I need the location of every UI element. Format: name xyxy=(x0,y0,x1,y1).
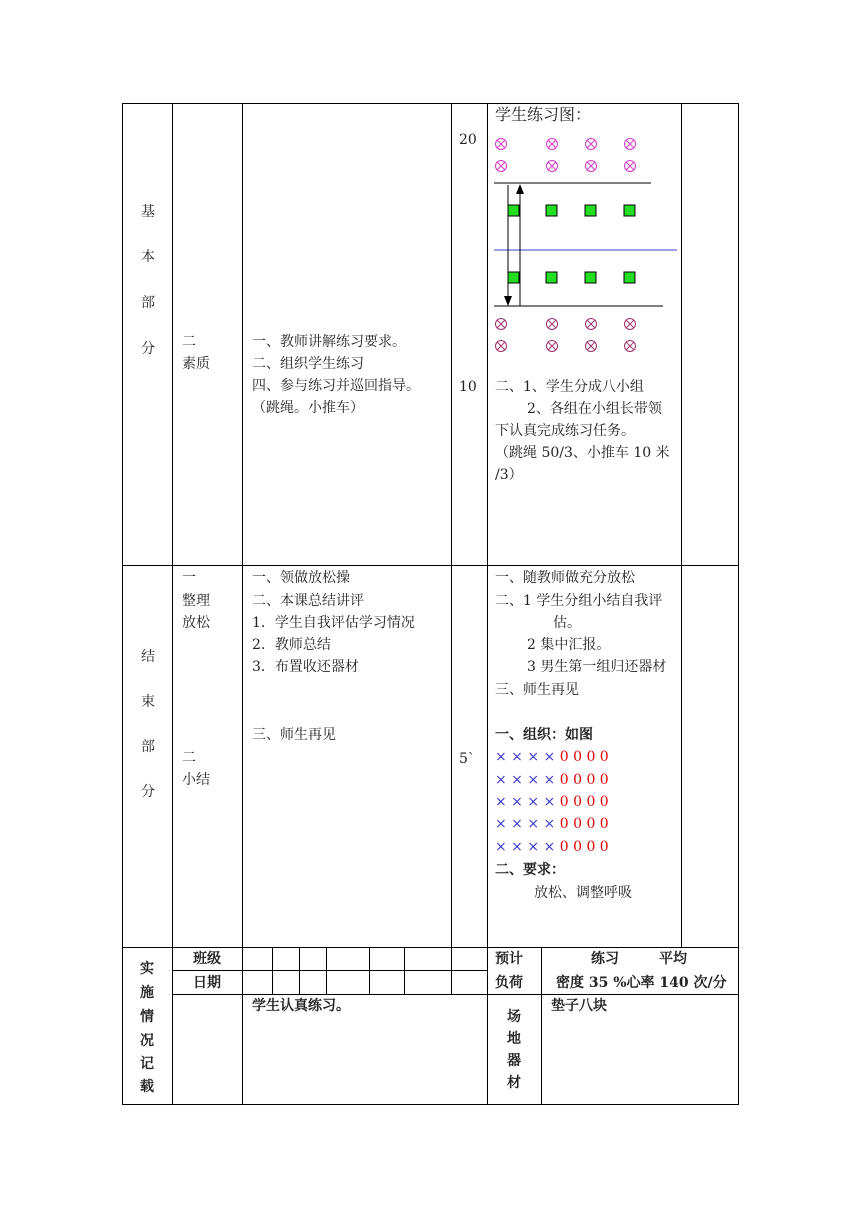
basic-student-line: /3） xyxy=(495,467,523,483)
circle-x-icon xyxy=(586,319,597,330)
ending-section-char: 分 xyxy=(141,784,155,800)
formation-o: 0 0 0 0 xyxy=(559,839,609,855)
ending-student-line: 三、师生再见 xyxy=(495,682,579,698)
ending-item1-line: 放松 xyxy=(182,615,210,631)
square-marker xyxy=(624,272,635,283)
basic-section-char: 基 xyxy=(141,204,155,220)
ending-teacher-line: 2．教师总结 xyxy=(252,637,331,653)
date-label: 日期 xyxy=(193,975,221,991)
square-marker xyxy=(624,205,635,216)
req-title: 二、要求： xyxy=(495,862,565,878)
load-density-heartrate: 密度 35 %心率 140 次/分 xyxy=(556,975,727,991)
formation-row xyxy=(495,813,609,835)
formation-x: × × × × xyxy=(495,749,556,765)
formation-o: 0 0 0 0 xyxy=(559,816,609,832)
formation-row xyxy=(495,791,609,813)
ending-item1-line: 一 xyxy=(182,570,196,586)
venue-label-char: 地 xyxy=(507,1031,521,1047)
ending-student-line: 3 男生第一组归还器材 xyxy=(527,659,667,675)
square-marker xyxy=(508,205,519,216)
circle-x-icon xyxy=(586,161,597,172)
circle-x-icon xyxy=(547,341,558,352)
circle-x-icon xyxy=(625,319,636,330)
basic-teacher-line: 一、教师讲解练习要求。 xyxy=(252,334,406,350)
formation-o: 0 0 0 0 xyxy=(559,794,609,810)
circle-x-icon xyxy=(625,341,636,352)
circle-x-icon xyxy=(625,139,636,150)
formation-row xyxy=(495,769,609,791)
record-text: 学生认真练习。 xyxy=(252,998,350,1014)
formation-o: 0 0 0 0 xyxy=(559,772,609,788)
circle-x-icon xyxy=(496,341,507,352)
diagram-title: 学生练习图： xyxy=(495,105,592,124)
basic-time-top: 20 xyxy=(459,132,477,148)
circle-x-icon xyxy=(496,319,507,330)
ending-teacher-farewell: 三、师生再见 xyxy=(252,727,336,743)
basic-section-char: 部 xyxy=(141,295,155,311)
circle-x-icon xyxy=(625,161,636,172)
impl-label-char: 实 xyxy=(140,961,154,977)
ending-section-char: 束 xyxy=(141,694,155,710)
formation-x: × × × × xyxy=(495,794,556,810)
basic-student-line: 2、各组在小组长带领 xyxy=(527,401,662,417)
ending-time: 5` xyxy=(459,751,475,767)
basic-student-line: （跳绳 50/3、小推车 10 米 xyxy=(495,445,670,461)
formation-x: × × × × xyxy=(495,839,556,855)
basic-item-no: 二 xyxy=(182,334,196,350)
bottom-marker-group xyxy=(496,319,636,352)
circle-x-icon xyxy=(547,319,558,330)
venue-text: 垫子八块 xyxy=(551,998,607,1014)
basic-item-name: 素质 xyxy=(182,356,210,372)
venue-label-char: 器 xyxy=(507,1053,521,1069)
impl-label-char: 施 xyxy=(140,985,154,1001)
circle-x-icon xyxy=(547,139,558,150)
ending-student-line: 2 集中汇报。 xyxy=(527,637,611,653)
basic-section-char: 分 xyxy=(141,341,155,357)
org-title: 一、组织：如图 xyxy=(495,727,593,743)
ending-student-line: 二、1 学生分组小结自我评 xyxy=(495,593,663,609)
circle-x-icon xyxy=(496,139,507,150)
basic-teacher-line: 四、参与练习并巡回指导。 xyxy=(252,378,420,394)
circle-x-icon xyxy=(547,161,558,172)
ending-teacher-line: 3．布置收还器材 xyxy=(252,659,359,675)
load-practice-label: 练习 xyxy=(591,951,619,967)
ending-item2-line: 二 xyxy=(182,750,196,766)
req-text: 放松、调整呼吸 xyxy=(534,885,632,901)
formation-row xyxy=(495,836,609,858)
practice-diagram xyxy=(488,130,681,360)
ending-teacher-line: 一、领做放松操 xyxy=(252,570,350,586)
circle-x-icon xyxy=(586,341,597,352)
square-marker xyxy=(546,272,557,283)
class-label: 班级 xyxy=(193,951,221,967)
square-marker xyxy=(508,272,519,283)
ending-item1-line: 整理 xyxy=(182,593,210,609)
impl-label-char: 载 xyxy=(140,1079,154,1095)
formation-o: 0 0 0 0 xyxy=(559,749,609,765)
basic-teacher-line: 二、组织学生练习 xyxy=(252,356,364,372)
formation-x: × × × × xyxy=(495,772,556,788)
ending-teacher-line: 二、本课总结讲评 xyxy=(252,593,364,609)
formation-x: × × × × xyxy=(495,816,556,832)
basic-student-line: 二、1、学生分成八小组 xyxy=(495,379,644,395)
basic-section-char: 本 xyxy=(141,249,155,265)
load-label: 预计 xyxy=(495,951,523,967)
formation-row xyxy=(495,746,609,768)
load-average-label: 平均 xyxy=(659,951,687,967)
basic-student-line: 下认真完成练习任务。 xyxy=(495,423,635,439)
impl-label-char: 情 xyxy=(140,1009,154,1025)
ending-student-line: 估。 xyxy=(553,615,581,631)
ending-teacher-line: 1．学生自我评估学习情况 xyxy=(252,615,415,631)
square-group xyxy=(508,205,635,283)
ending-section-char: 部 xyxy=(141,739,155,755)
venue-label-char: 场 xyxy=(507,1009,521,1025)
impl-label-char: 况 xyxy=(140,1033,154,1049)
circle-x-icon xyxy=(586,139,597,150)
ending-student-line: 一、随教师做充分放松 xyxy=(495,570,635,586)
venue-label-char: 材 xyxy=(507,1075,521,1091)
square-marker xyxy=(585,272,596,283)
basic-time-bottom: 10 xyxy=(459,379,477,395)
top-marker-group xyxy=(496,139,636,172)
impl-label-char: 记 xyxy=(140,1056,154,1072)
circle-x-icon xyxy=(496,161,507,172)
square-marker xyxy=(546,205,557,216)
load-label: 负荷 xyxy=(495,975,523,991)
ending-section-char: 结 xyxy=(141,649,155,665)
square-marker xyxy=(585,205,596,216)
basic-teacher-line: （跳绳。小推车） xyxy=(252,400,364,416)
ending-item2-line: 小结 xyxy=(182,772,210,788)
